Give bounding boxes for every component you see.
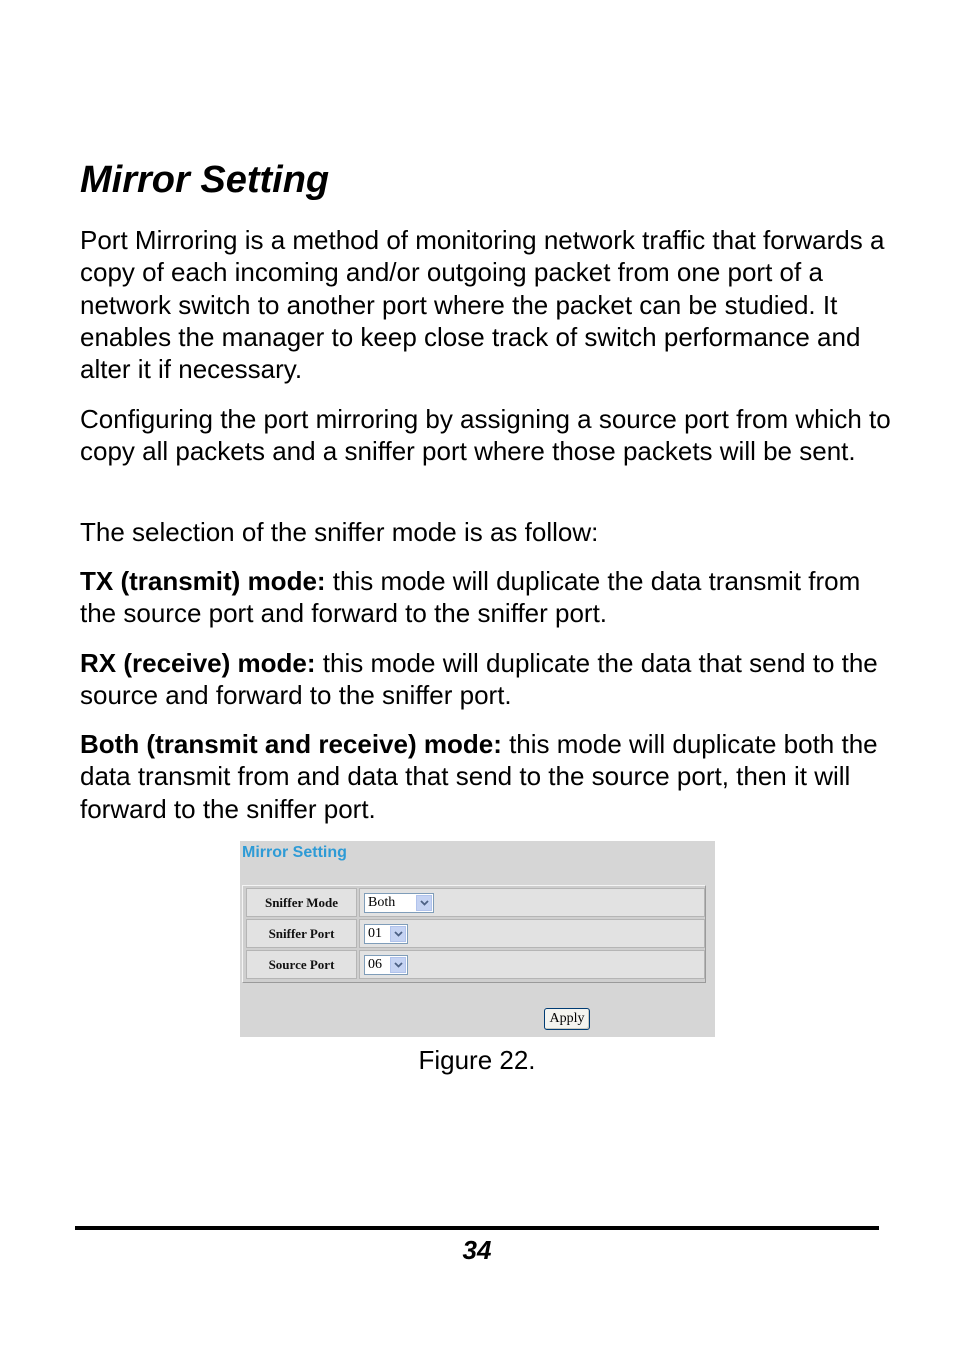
chevron-down-icon[interactable] [390, 957, 406, 973]
apply-button[interactable]: Apply [544, 1008, 590, 1030]
both-mode-term: Both (transmit and receive) mode: [80, 729, 502, 759]
chevron-down-icon[interactable] [390, 926, 406, 942]
sniffer-port-row [245, 919, 705, 948]
sniffer-mode-cell [359, 888, 705, 917]
figure-title: Mirror Setting [242, 844, 347, 861]
page-number: 34 [462, 1235, 492, 1265]
source-port-value: 06 [368, 957, 382, 972]
both-mode-description: this mode will duplicate both the data transmit from and data that send to the source port, then it will forward to the sniffer port. [80, 729, 878, 824]
sniffer-port-cell [359, 919, 705, 948]
sniffer-mode-label: Sniffer Mode [246, 888, 357, 917]
paragraph-both-mode [80, 728, 895, 825]
footer-divider [75, 1226, 879, 1230]
page-title: Mirror Setting [80, 159, 330, 201]
paragraph-selection: The selection of the sniffer mode is as follow: [80, 517, 599, 547]
sniffer-port-label: Sniffer Port [246, 919, 357, 948]
source-port-row [245, 950, 705, 979]
rx-mode-description: this mode will duplicate the data that send to the source and forward to the sniffer port. [80, 648, 878, 711]
chevron-down-icon[interactable] [416, 895, 432, 911]
mirror-setting-table [242, 885, 706, 983]
figure-caption: Figure 22. [418, 1045, 536, 1075]
sniffer-port-value: 01 [368, 926, 382, 941]
paragraph-intro: Port Mirroring is a method of monitoring network traffic that forwards a copy of each incoming and/or outgoing packet from one port of a network switch to another port where the packet can be studied. It enables the manager to keep close track of switch performance and alter it if necessary. [80, 225, 885, 385]
sniffer-mode-row [245, 888, 705, 917]
sniffer-port-select[interactable] [364, 924, 408, 944]
source-port-label: Source Port [246, 950, 357, 979]
source-port-cell [359, 950, 705, 979]
paragraph-configure: Configuring the port mirroring by assigning a source port from which to copy all packets and a sniffer port where those packets will be sent. [80, 404, 891, 467]
paragraph-tx-mode [80, 565, 895, 630]
sniffer-mode-value: Both [368, 895, 396, 910]
sniffer-mode-select[interactable] [364, 893, 434, 913]
tx-mode-term: TX (transmit) mode: [80, 566, 326, 596]
source-port-select[interactable] [364, 955, 408, 975]
tx-mode-description: this mode will duplicate the data transmit from the source port and forward to the sniffer port. [80, 566, 861, 629]
rx-mode-term: RX (receive) mode: [80, 648, 316, 678]
mirror-setting-figure [240, 841, 715, 1037]
paragraph-rx-mode [80, 647, 895, 712]
